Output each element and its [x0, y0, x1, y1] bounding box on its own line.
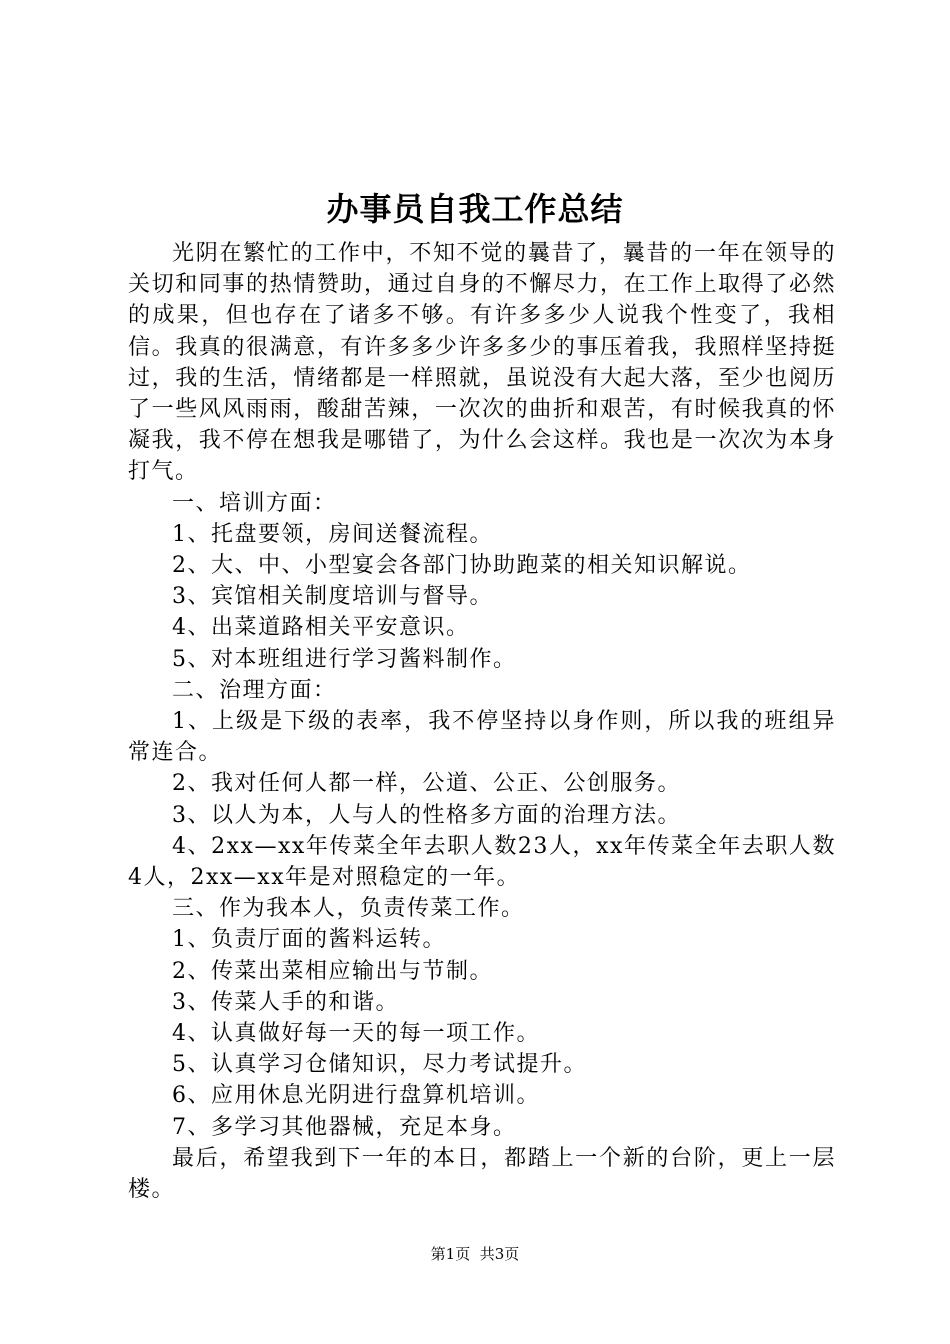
page-number: 第1页 — [430, 1245, 471, 1263]
list-item: 2、我对任何人都一样，公道、公正、公创服务。 — [172, 771, 681, 797]
list-item: 1、上级是下级的表率，我不停坚持以身作则，所以我的班组异常连合。 — [128, 709, 836, 766]
list-item: 4、出菜道路相关平安意识。 — [172, 615, 470, 641]
list-item: 5、认真学习仓储知识，尽力考试提升。 — [172, 1052, 587, 1078]
section-heading-management: 二、治理方面： — [172, 677, 337, 703]
list-item: 2、传菜出菜相应输出与节制。 — [172, 958, 493, 984]
list-item: 1、负责厅面的酱料运转。 — [172, 927, 446, 953]
section-heading-personal: 三、作为我本人，负责传菜工作。 — [172, 896, 525, 922]
paragraph-conclusion: 最后，希望我到下一年的本日，都踏上一个新的台阶，更上一层楼。 — [128, 1145, 836, 1203]
document-body — [128, 238, 836, 1205]
list-item: 1、托盘要领，房间送餐流程。 — [172, 521, 493, 547]
list-item: 3、以人为本，人与人的性格多方面的治理方法。 — [172, 802, 681, 828]
list-item: 2、大、中、小型宴会各部门协助跑菜的相关知识解说。 — [172, 553, 752, 579]
list-item: 3、传菜人手的和谐。 — [172, 989, 399, 1015]
section-heading-training: 一、培训方面： — [172, 490, 337, 516]
list-item: 7、多学习其他器械，充足本身。 — [172, 1114, 517, 1140]
list-item: 3、宾馆相关制度培训与督导。 — [172, 584, 493, 610]
list-item: 6、应用休息光阴进行盘算机培训。 — [172, 1083, 540, 1109]
document-title: 办事员自我工作总结 — [326, 190, 624, 228]
page-footer — [0, 1244, 950, 1264]
list-item: 4、认真做好每一天的每一项工作。 — [172, 1021, 540, 1047]
paragraph-intro: 光阴在繁忙的工作中，不知不觉的曩昔了，曩昔的一年在领导的关切和同事的热情赞助，通过自身的不懈尽力，在工作上取得了必然的成果，但也存在了诸多不够。有许多多少人说我个性变了，我相信。我真的很满意，有许多多少许多多少的事压着我，我照样坚持挺过，我的生活，情绪都是一样照就，虽说没有大起大落，至少也阅历了一些风风雨雨，酸甜苦辣，一次次的曲折和艰苦，有时候我真的怀凝我，我不停在想我是哪错了，为什么会这样。我也是一次次为本身打气。 — [128, 241, 836, 485]
list-item: 4、2xx—xx年传菜全年去职人数23人，xx年传菜全年去职人数4人，2xx—xx年是对照稳定的一年。 — [128, 833, 836, 891]
list-item: 5、对本班组进行学习酱料制作。 — [172, 646, 517, 672]
page-total: 共3页 — [479, 1245, 520, 1263]
